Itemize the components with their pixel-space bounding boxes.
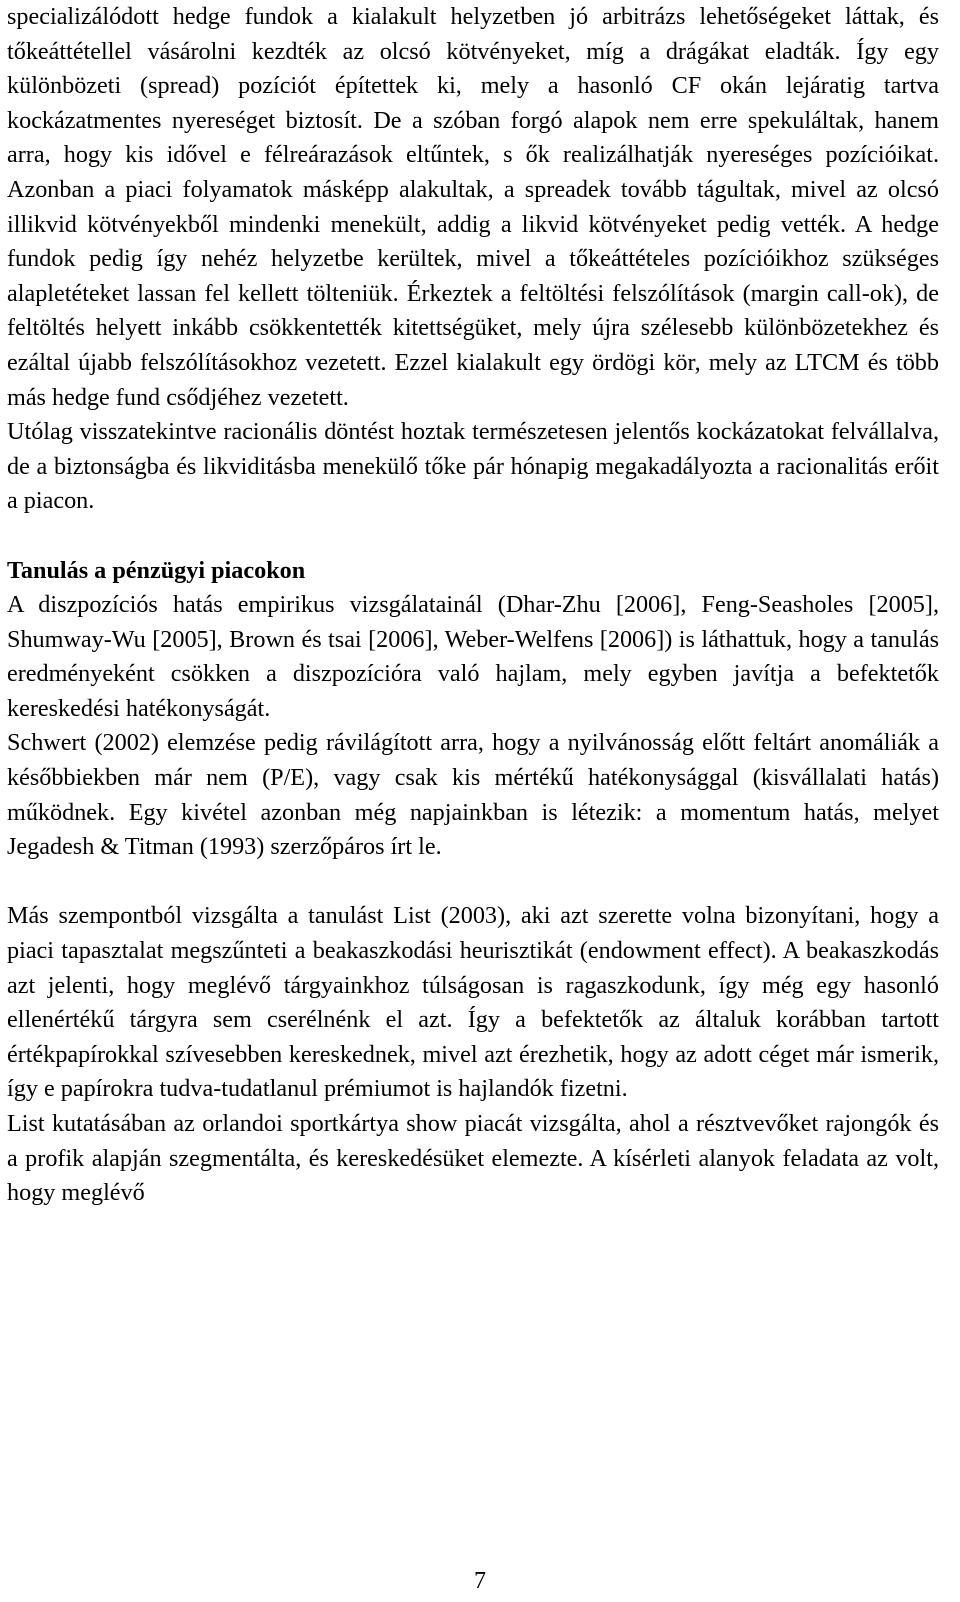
paragraph-schwert: Schwert (2002) elemzése pedig rávilágított arra, hogy a nyilvánosság előtt feltárt anomáliák a későbbiekben már nem (P/E), vagy csak kis mértékű hatékonysággal (kisvállalati hatás) működnek. Egy kivétel azonban még napjainkban is létezik: a momentum hatás, melyet Jegadesh & Titman (1993) szerzőpáros írt le. bbox=[7, 729, 939, 861]
section-heading: Tanulás a pénzügyi piacokon bbox=[7, 556, 306, 584]
blank-line bbox=[7, 865, 939, 900]
document-page bbox=[7, 0, 939, 1211]
blank-line bbox=[7, 519, 939, 554]
paragraph-list-2003: Más szempontból vizsgálta a tanulást List (2003), aki azt szerette volna bizonyítani, hogy a piaci tapasztalat megszűnteti a beakaszkodási heurisztikát (endowment effect). A beakaszkodás azt jelenti, hogy meglévő tárgyainkhoz túlságosan is ragaszkodunk, így még egy hasonló ellenértékű tárgyra sem cserélnénk el azt. Így a befektetők az általuk korábban tartott értékpapírokkal szívesebben kereskednek, mivel azt érezhetik, hogy az adott céget már ismerik, így e papírokra tudva-tudatlanul prémiumot is hajlandók fizetni. bbox=[7, 902, 939, 1103]
paragraph-hedge-funds: specializálódott hedge fundok a kialakult helyzetben jó arbitrázs lehetőségeket láttak, és tőkeáttétellel vásárolni kezdték az olcsó kötvényeket, míg a drágákat eladták. Így egy különbözeti (spread) pozíciót építettek ki, mely a hasonló CF okán lejáratig tartva kockázatmentes nyereséget biztosít. De a szóban forgó alapok nem erre spekuláltak, hanem arra, hogy kis idővel e félreárazások eltűntek, s ők realizálhatják nyereséges pozícióikat. Azonban a piaci folyamatok másképp alakultak, a spreadek tovább tágultak, mivel az olcsó illikvid kötvényekből mindenki menekült, addig a likvid kötvényeket pedig vették. A hedge fundok pedig így nehéz helyzetbe kerültek, mivel a tőkeáttételes pozícióikhoz szükséges alapletéteket lassan fel kellett tölteniük. Érkeztek a feltöltési felszólítások (margin call-ok), de feltöltés helyett inkább csökkentették kitettségüket, mely újra szélesebb különbözetekhez és ezáltal újabb felszólításokhoz vezetett. Ezzel kialakult egy ördögi kör, mely az LTCM és több más hedge fund csődjéhez vezetett. bbox=[7, 3, 939, 411]
paragraph-list-research: List kutatásában az orlandoi sportkártya show piacát vizsgálta, ahol a résztvevőket rajongók és a profik alapján szegmentálta, és kereskedésüket elemezte. A kísérleti alanyok feladata az volt, hogy meglévő bbox=[7, 1110, 939, 1207]
page-number: 7 bbox=[474, 1568, 486, 1594]
paragraph-retrospect: Utólag visszatekintve racionális döntést hoztak természetesen jelentős kockázatokat felvállalva, de a biztonságba és likviditásba menekülő tőke pár hónapig megakadályozta a racionalitás erőit a piacon. bbox=[7, 418, 939, 515]
paragraph-disposition-effect: A diszpozíciós hatás empirikus vizsgálatainál (Dhar-Zhu [2006], Feng-Seasholes [2005], Shumway-Wu [2005], Brown és tsai [2006], Weber-Welfens [2006]) is láthattuk, hogy a tanulás eredményeként csökken a diszpozícióra való hajlam, mely egyben javítja a befektetők kereskedési hatékonyságát. bbox=[7, 591, 939, 722]
